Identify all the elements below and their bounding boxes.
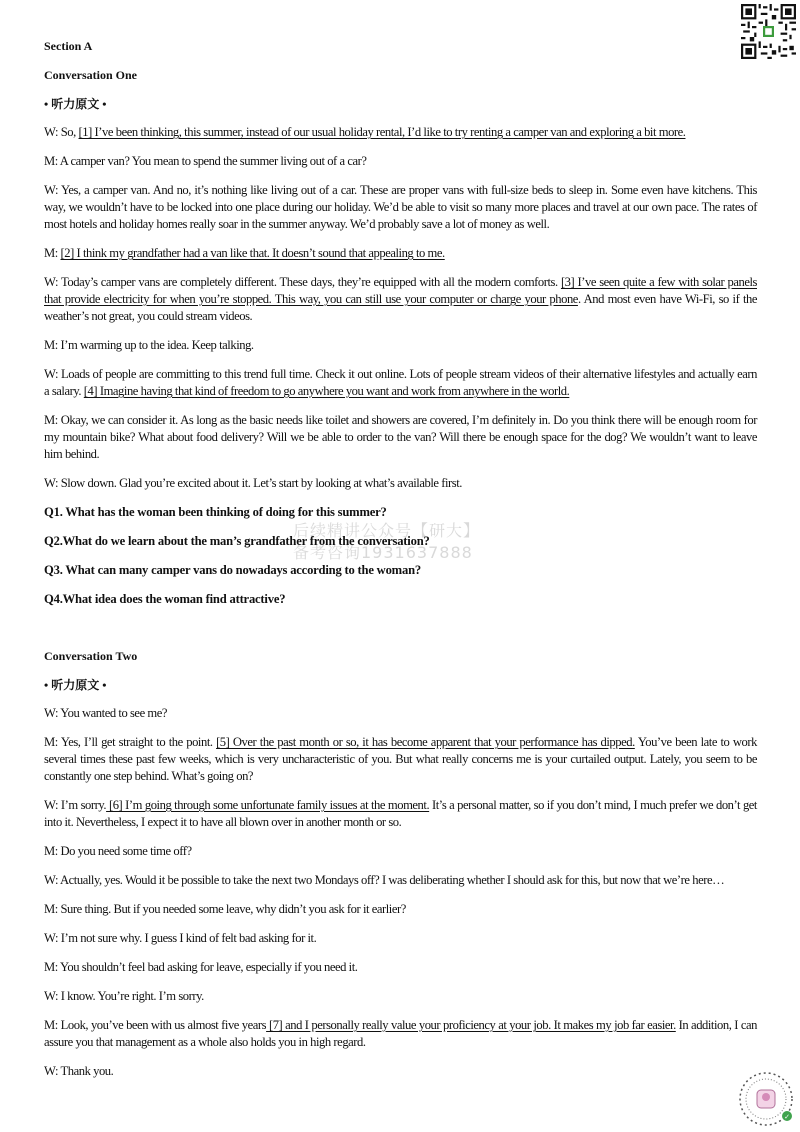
line-text: M: Sure thing. But if you needed some leave, why didn’t you ask for it earlier? [44,902,406,916]
line-text: . And most even have Wi-Fi, so if the weather’s not great, you could stream videos. [44,292,757,323]
question-item: Q3. What can many camper vans do nowadays according to the woman? [44,563,421,577]
seal-icon [737,1070,795,1128]
line-text: W: Loads of people are committing to this trend full time. Check it out online. Lots of people stream videos of their alternative lifestyles and actually earn a salary. [44,367,757,398]
line-text: It’s a personal matter, so if you don’t mind, I much prefer we don’t get into it. Nevertheless, I expect it to have all blown over in another month or so. [44,798,757,829]
line-text: W: Slow down. Glad you’re excited about it. Let’s start by looking at what’s available first. [44,476,462,490]
transcript-line [44,182,757,233]
line-text: M: [44,246,61,260]
answer-highlight: [4] Imagine having that kind of freedom to go anywhere you want and work from anywhere in the world. [83,384,570,398]
transcript-line [44,1017,757,1051]
transcript-tag: • 听力原文 • [44,97,107,111]
transcript-line [44,901,757,918]
conversation-two-title: Conversation Two [44,649,138,663]
transcript-line [44,412,757,463]
transcript-line [44,988,757,1005]
watermark-line: 后续精讲公众号【研大】 [293,521,481,540]
question-item: Q2.What do we learn about the man’s grandfather from the conversation? [44,534,430,548]
line-text: W: I’m not sure why. I guess I kind of felt bad asking for it. [44,931,317,945]
question-list [44,504,757,608]
line-text: W: So, [44,125,79,139]
line-text: W: You wanted to see me? [44,706,168,720]
answer-highlight: [6] I’m going through some unfortunate family issues at the moment. [106,798,430,812]
line-text: W: Yes, a camper van. And no, it’s nothing like living out of a car. These are proper vans with full-size beds to sleep in. Some even have kitchens. This way, we wouldn’t have to be locked into one place during our holiday. We’d be able to visit so many more places and travel at our own pace. The rates of most hotels and holiday homes really soar in the summer anyway. We’d probably save a lot of money as well. [44,183,757,231]
line-text: W: Thank you. [44,1064,114,1078]
line-text: M: You shouldn’t feel bad asking for leave, especially if you need it. [44,960,358,974]
transcript-line [44,930,757,947]
line-text: M: Okay, we can consider it. As long as the basic needs like toilet and showers are covered, I’m definitely in. Do you think there will be enough room for my mountain bike? What about food delivery? Will we be able to order to the van? Will there be enough space for the dog? We wouldn’t want to leave him behind. [44,413,757,461]
answer-highlight: [1] I’ve been thinking, this summer, instead of our usual holiday rental, I’d like to try renting a camper van and exploring a bit more. [78,125,686,139]
transcript-line [44,1063,757,1080]
answer-highlight: [7] and I personally really value your proficiency at your job. It makes my job far easier. [266,1018,676,1032]
section-title: Section A [44,39,93,53]
answer-highlight: [3] I’ve seen quite a few with solar panels that provide electricity for when you’re stopped. This way, you can still use your computer or charge your phone [44,275,757,306]
transcript-line [44,245,757,262]
line-text: In addition, I can assure you that management as a whole also holds you in high regard. [44,1018,757,1049]
line-text: W: I’m sorry. [44,798,107,812]
transcript-line [44,153,757,170]
line-text: M: I’m warming up to the idea. Keep talking. [44,338,254,352]
line-text: M: Look, you’ve been with us almost five years [44,1018,267,1032]
conversation-one-lines [44,124,757,492]
line-text: W: Today’s camper vans are completely different. These days, they’re equipped with all the modern comforts. [44,275,561,289]
transcript-line [44,872,757,889]
line-text: You’ve been late to work several times these past few weeks, which is very uncharacteristic of you. But what really concerns me is your curtailed output. Lately, you seem to be constantly one step behind. What’s going on? [44,735,757,783]
line-text: M: A camper van? You mean to spend the summer living out of a car? [44,154,367,168]
transcript-line [44,366,757,400]
transcript-line [44,274,757,325]
watermark-line: 备考咨询1931637888 [293,543,473,562]
transcript-line [44,475,757,492]
line-text: W: I know. You’re right. I’m sorry. [44,989,204,1003]
transcript-line [44,705,757,722]
transcript-line [44,124,757,141]
transcript-line [44,337,757,354]
svg-text:✓: ✓ [784,1113,790,1121]
line-text: W: Actually, yes. Would it be possible to take the next two Mondays off? I was deliberating whether I should ask for this, but now that we’re here… [44,873,725,887]
answer-highlight: [2] I think my grandfather had a van like that. It doesn’t sound that appealing to me. [60,246,445,260]
transcript-content [44,37,757,1080]
transcript-line [44,734,757,785]
line-text: M: Yes, I’ll get straight to the point. [44,735,217,749]
transcript-line [44,797,757,831]
transcript-line [44,959,757,976]
question-item: Q4.What idea does the woman find attractive? [44,592,286,606]
conversation-two-lines [44,705,757,1080]
answer-highlight: [5] Over the past month or so, it has become apparent that your performance has dipped. [216,735,635,749]
line-text: M: Do you need some time off? [44,844,192,858]
question-item: Q1. What has the woman been thinking of doing for this summer? [44,505,387,519]
transcript-tag: • 听力原文 • [44,678,107,692]
transcript-line [44,843,757,860]
conversation-one-title: Conversation One [44,68,137,82]
